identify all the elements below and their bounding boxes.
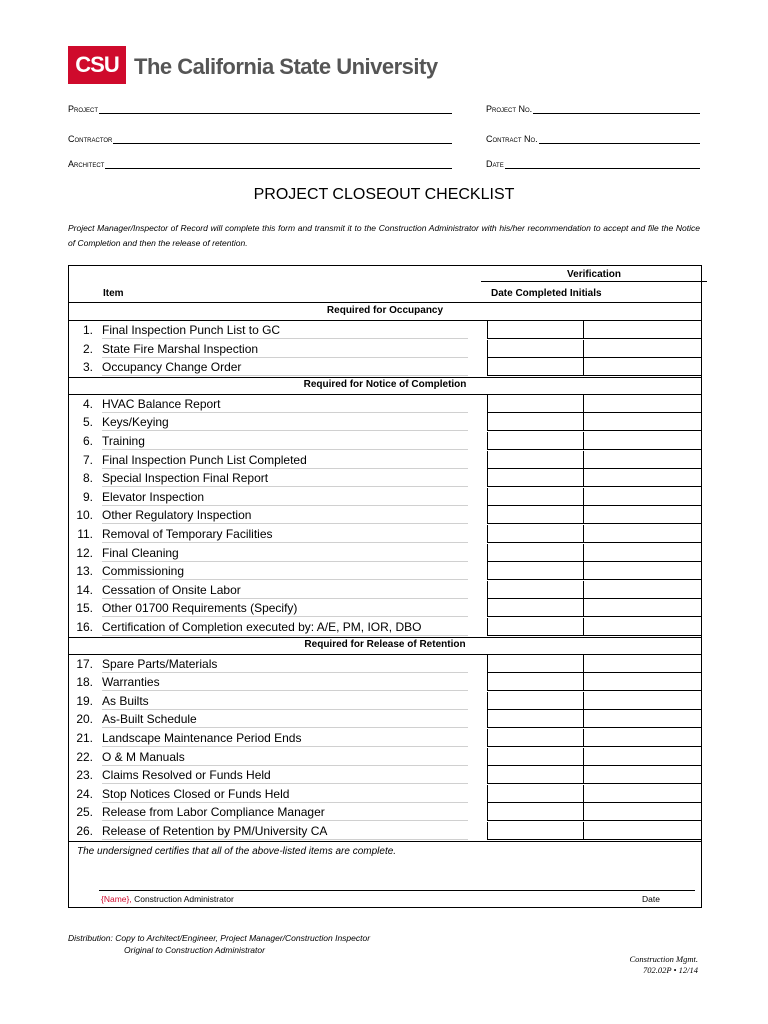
item-number: 19.: [76, 693, 93, 708]
checklist-row: [69, 340, 701, 358]
initials-cell[interactable]: [583, 469, 701, 487]
section-header: Required for Notice of Completion: [303, 378, 467, 390]
csu-logo: CSU: [68, 46, 126, 84]
date-completed-cell[interactable]: [487, 544, 584, 562]
item-text: Elevator Inspection: [102, 488, 468, 506]
distribution: [68, 932, 370, 956]
item-number: 12.: [76, 545, 93, 560]
item-text: Other 01700 Requirements (Specify): [102, 599, 468, 617]
initials-cell[interactable]: [583, 413, 701, 431]
item-text: Claims Resolved or Funds Held: [102, 766, 468, 784]
initials-cell[interactable]: [583, 525, 701, 543]
item-text: Training: [102, 432, 468, 450]
item-number: 11.: [77, 527, 93, 541]
initials-cell[interactable]: [583, 729, 701, 747]
page-title: PROJECT CLOSEOUT CHECKLIST: [253, 186, 515, 203]
initials-cell[interactable]: [583, 358, 701, 376]
item-number: 4.: [82, 396, 93, 411]
initials-cell[interactable]: [583, 673, 701, 691]
item-text: Spare Parts/Materials: [102, 655, 468, 673]
section-header: Required for Occupancy: [326, 305, 444, 316]
checklist-row: [69, 785, 701, 803]
date-completed-cell[interactable]: [487, 618, 584, 636]
section-header: Required for Release of Retention: [304, 638, 466, 650]
intro-text: Project Manager/Inspector of Record will complete this form and transmit it to the Construction Administrator with his/her recommendation to accept and file the Notice of Completion and then the release of retention.: [68, 223, 700, 248]
date-completed-cell[interactable]: [487, 692, 584, 710]
date-completed-cell[interactable]: [487, 488, 584, 506]
checklist-row: [69, 655, 701, 673]
checklist-row: [69, 710, 701, 728]
item-number: 6.: [82, 434, 93, 448]
item-header: Item: [103, 288, 124, 299]
date-completed-cell[interactable]: [487, 673, 584, 691]
footer-line-2: 702.02P • 12/14: [642, 965, 698, 975]
checklist-row: [69, 562, 701, 580]
item-text: Other Regulatory Inspection: [102, 506, 468, 524]
initials-cell[interactable]: [583, 748, 701, 766]
contractor-label: Contractor: [68, 134, 113, 144]
initials-cell[interactable]: [583, 562, 701, 580]
checklist-row: [69, 506, 701, 524]
item-text: Removal of Temporary Facilities: [102, 525, 468, 543]
date-completed-cell[interactable]: [487, 655, 584, 673]
date-completed-cell[interactable]: [487, 451, 584, 469]
initials-cell[interactable]: [583, 822, 701, 840]
item-number: 20.: [76, 712, 93, 727]
item-text: State Fire Marshal Inspection: [102, 340, 468, 358]
signature-line[interactable]: [99, 890, 695, 891]
date-completed-cell[interactable]: [487, 506, 584, 524]
date-completed-cell[interactable]: [487, 525, 584, 543]
item-text: Release from Labor Compliance Manager: [102, 803, 468, 821]
date-completed-cell[interactable]: [487, 581, 584, 599]
checklist-row: [69, 358, 701, 376]
checklist-row: [69, 673, 701, 691]
date-completed-cell[interactable]: [487, 321, 584, 339]
initials-cell[interactable]: [583, 432, 701, 450]
item-text: Cessation of Onsite Labor: [102, 581, 468, 599]
contract-no-field[interactable]: [486, 128, 700, 144]
item-text: Final Cleaning: [102, 544, 468, 562]
initials-cell[interactable]: [583, 618, 701, 636]
item-number: 3.: [82, 360, 93, 375]
item-text: Keys/Keying: [102, 413, 468, 431]
item-number: 23.: [76, 768, 93, 783]
item-text: Commissioning: [102, 562, 468, 580]
item-number: 22.: [76, 749, 93, 764]
contract-no-label: Contract No.: [486, 134, 538, 144]
date-completed-cell[interactable]: [487, 432, 584, 450]
initials-cell[interactable]: [583, 544, 701, 562]
project-label: Project: [68, 104, 99, 114]
form-number: [560, 954, 698, 976]
date-completed-cell[interactable]: [487, 710, 584, 728]
university-name: The California State University: [134, 54, 438, 79]
item-text: Certification of Completion executed by: A/E, PM, IOR, DBO: [102, 618, 468, 636]
initials-cell[interactable]: [583, 785, 701, 803]
item-text: Release of Retention by PM/University CA: [102, 822, 468, 840]
date-completed-cell[interactable]: [487, 562, 584, 580]
item-number: 15.: [76, 601, 93, 616]
initials-cell[interactable]: [583, 710, 701, 728]
date-completed-cell[interactable]: [487, 395, 584, 413]
checklist-row: [69, 618, 701, 636]
initials-cell[interactable]: [583, 692, 701, 710]
date-initials-header: Date Completed Initials: [491, 288, 602, 299]
architect-label: Architect: [68, 159, 105, 169]
initials-cell[interactable]: [583, 599, 701, 617]
item-text: O & M Manuals: [102, 748, 468, 766]
checklist-row: [69, 748, 701, 766]
checklist-row: [69, 321, 701, 339]
signature-date-label: Date: [642, 894, 660, 904]
name-placeholder: {Name},: [101, 894, 132, 904]
date-label: Date: [486, 159, 504, 169]
item-number: 14.: [76, 582, 93, 597]
date-field[interactable]: [486, 153, 700, 169]
item-number: 25.: [76, 805, 93, 820]
item-number: 17.: [76, 656, 93, 671]
item-text: Final Inspection Punch List to GC: [102, 321, 468, 339]
initials-cell[interactable]: [583, 451, 701, 469]
item-text: Special Inspection Final Report: [102, 469, 468, 487]
date-completed-cell[interactable]: [487, 469, 584, 487]
item-text: Stop Notices Closed or Funds Held: [102, 785, 468, 803]
item-text: Final Inspection Punch List Completed: [102, 451, 468, 469]
item-text: As-Built Schedule: [102, 710, 468, 728]
item-number: 18.: [76, 675, 93, 690]
checklist-row: [69, 599, 701, 617]
item-number: 1.: [82, 323, 93, 337]
date-completed-cell[interactable]: [487, 340, 584, 358]
date-completed-cell[interactable]: [487, 822, 584, 840]
checklist-row: [69, 692, 701, 710]
checklist-row: [69, 729, 701, 747]
verification-header: Verification: [481, 269, 707, 282]
initials-cell[interactable]: [583, 506, 701, 524]
checklist-row: [69, 451, 701, 469]
table-rule: [69, 841, 701, 842]
item-number: 2.: [82, 341, 93, 356]
checklist-row: [69, 488, 701, 506]
initials-cell[interactable]: [583, 321, 701, 339]
initials-cell[interactable]: [583, 803, 701, 821]
item-number: 21.: [76, 731, 93, 745]
signature-name: [101, 894, 234, 904]
item-number: 7.: [82, 452, 93, 467]
date-completed-cell[interactable]: [487, 599, 584, 617]
item-number: 8.: [82, 471, 93, 486]
checklist-row: [69, 766, 701, 784]
checklist-row: [69, 822, 701, 840]
item-number: 16.: [76, 620, 93, 634]
checklist-row: [69, 395, 701, 413]
date-completed-cell[interactable]: [487, 766, 584, 784]
item-number: 10.: [76, 508, 93, 523]
signature-role: Construction Administrator: [134, 894, 234, 904]
architect-field[interactable]: [68, 153, 452, 169]
item-number: 26.: [76, 824, 93, 838]
item-text: Landscape Maintenance Period Ends: [102, 729, 468, 747]
footer-line-1: Construction Mgmt.: [629, 954, 698, 964]
date-completed-cell[interactable]: [487, 748, 584, 766]
project-no-label: Project No.: [486, 104, 533, 114]
initials-cell[interactable]: [583, 766, 701, 784]
item-number: 9.: [82, 489, 93, 504]
checklist-row: [69, 544, 701, 562]
checklist-table: [68, 265, 702, 908]
checklist-row: [69, 469, 701, 487]
date-completed-cell[interactable]: [487, 729, 584, 747]
certification-text: The undersigned certifies that all of the above-listed items are complete.: [77, 846, 397, 857]
distribution-line-1: Distribution: Copy to Architect/Engineer, Project Manager/Construction Inspector: [68, 933, 371, 943]
distribution-line-2: Original to Construction Administrator: [124, 945, 265, 955]
initials-cell[interactable]: [583, 488, 701, 506]
date-completed-cell[interactable]: [487, 803, 584, 821]
item-text: Warranties: [102, 673, 468, 691]
item-text: Occupancy Change Order: [102, 358, 468, 376]
contractor-field[interactable]: [68, 128, 452, 144]
date-completed-cell[interactable]: [487, 413, 584, 431]
initials-cell[interactable]: [583, 581, 701, 599]
item-text: As Builts: [102, 692, 468, 710]
checklist-row: [69, 581, 701, 599]
checklist-row: [69, 525, 701, 543]
checklist-row: [69, 432, 701, 450]
project-field[interactable]: [68, 98, 452, 114]
initials-cell[interactable]: [583, 655, 701, 673]
item-text: HVAC Balance Report: [102, 395, 468, 413]
project-no-field[interactable]: [486, 98, 700, 114]
date-completed-cell[interactable]: [487, 358, 584, 376]
item-number: 13.: [76, 564, 93, 579]
item-number: 5.: [82, 415, 93, 430]
checklist-row: [69, 803, 701, 821]
initials-cell[interactable]: [583, 340, 701, 358]
date-completed-cell[interactable]: [487, 785, 584, 803]
item-number: 24.: [76, 786, 93, 801]
initials-cell[interactable]: [583, 395, 701, 413]
checklist-row: [69, 413, 701, 431]
